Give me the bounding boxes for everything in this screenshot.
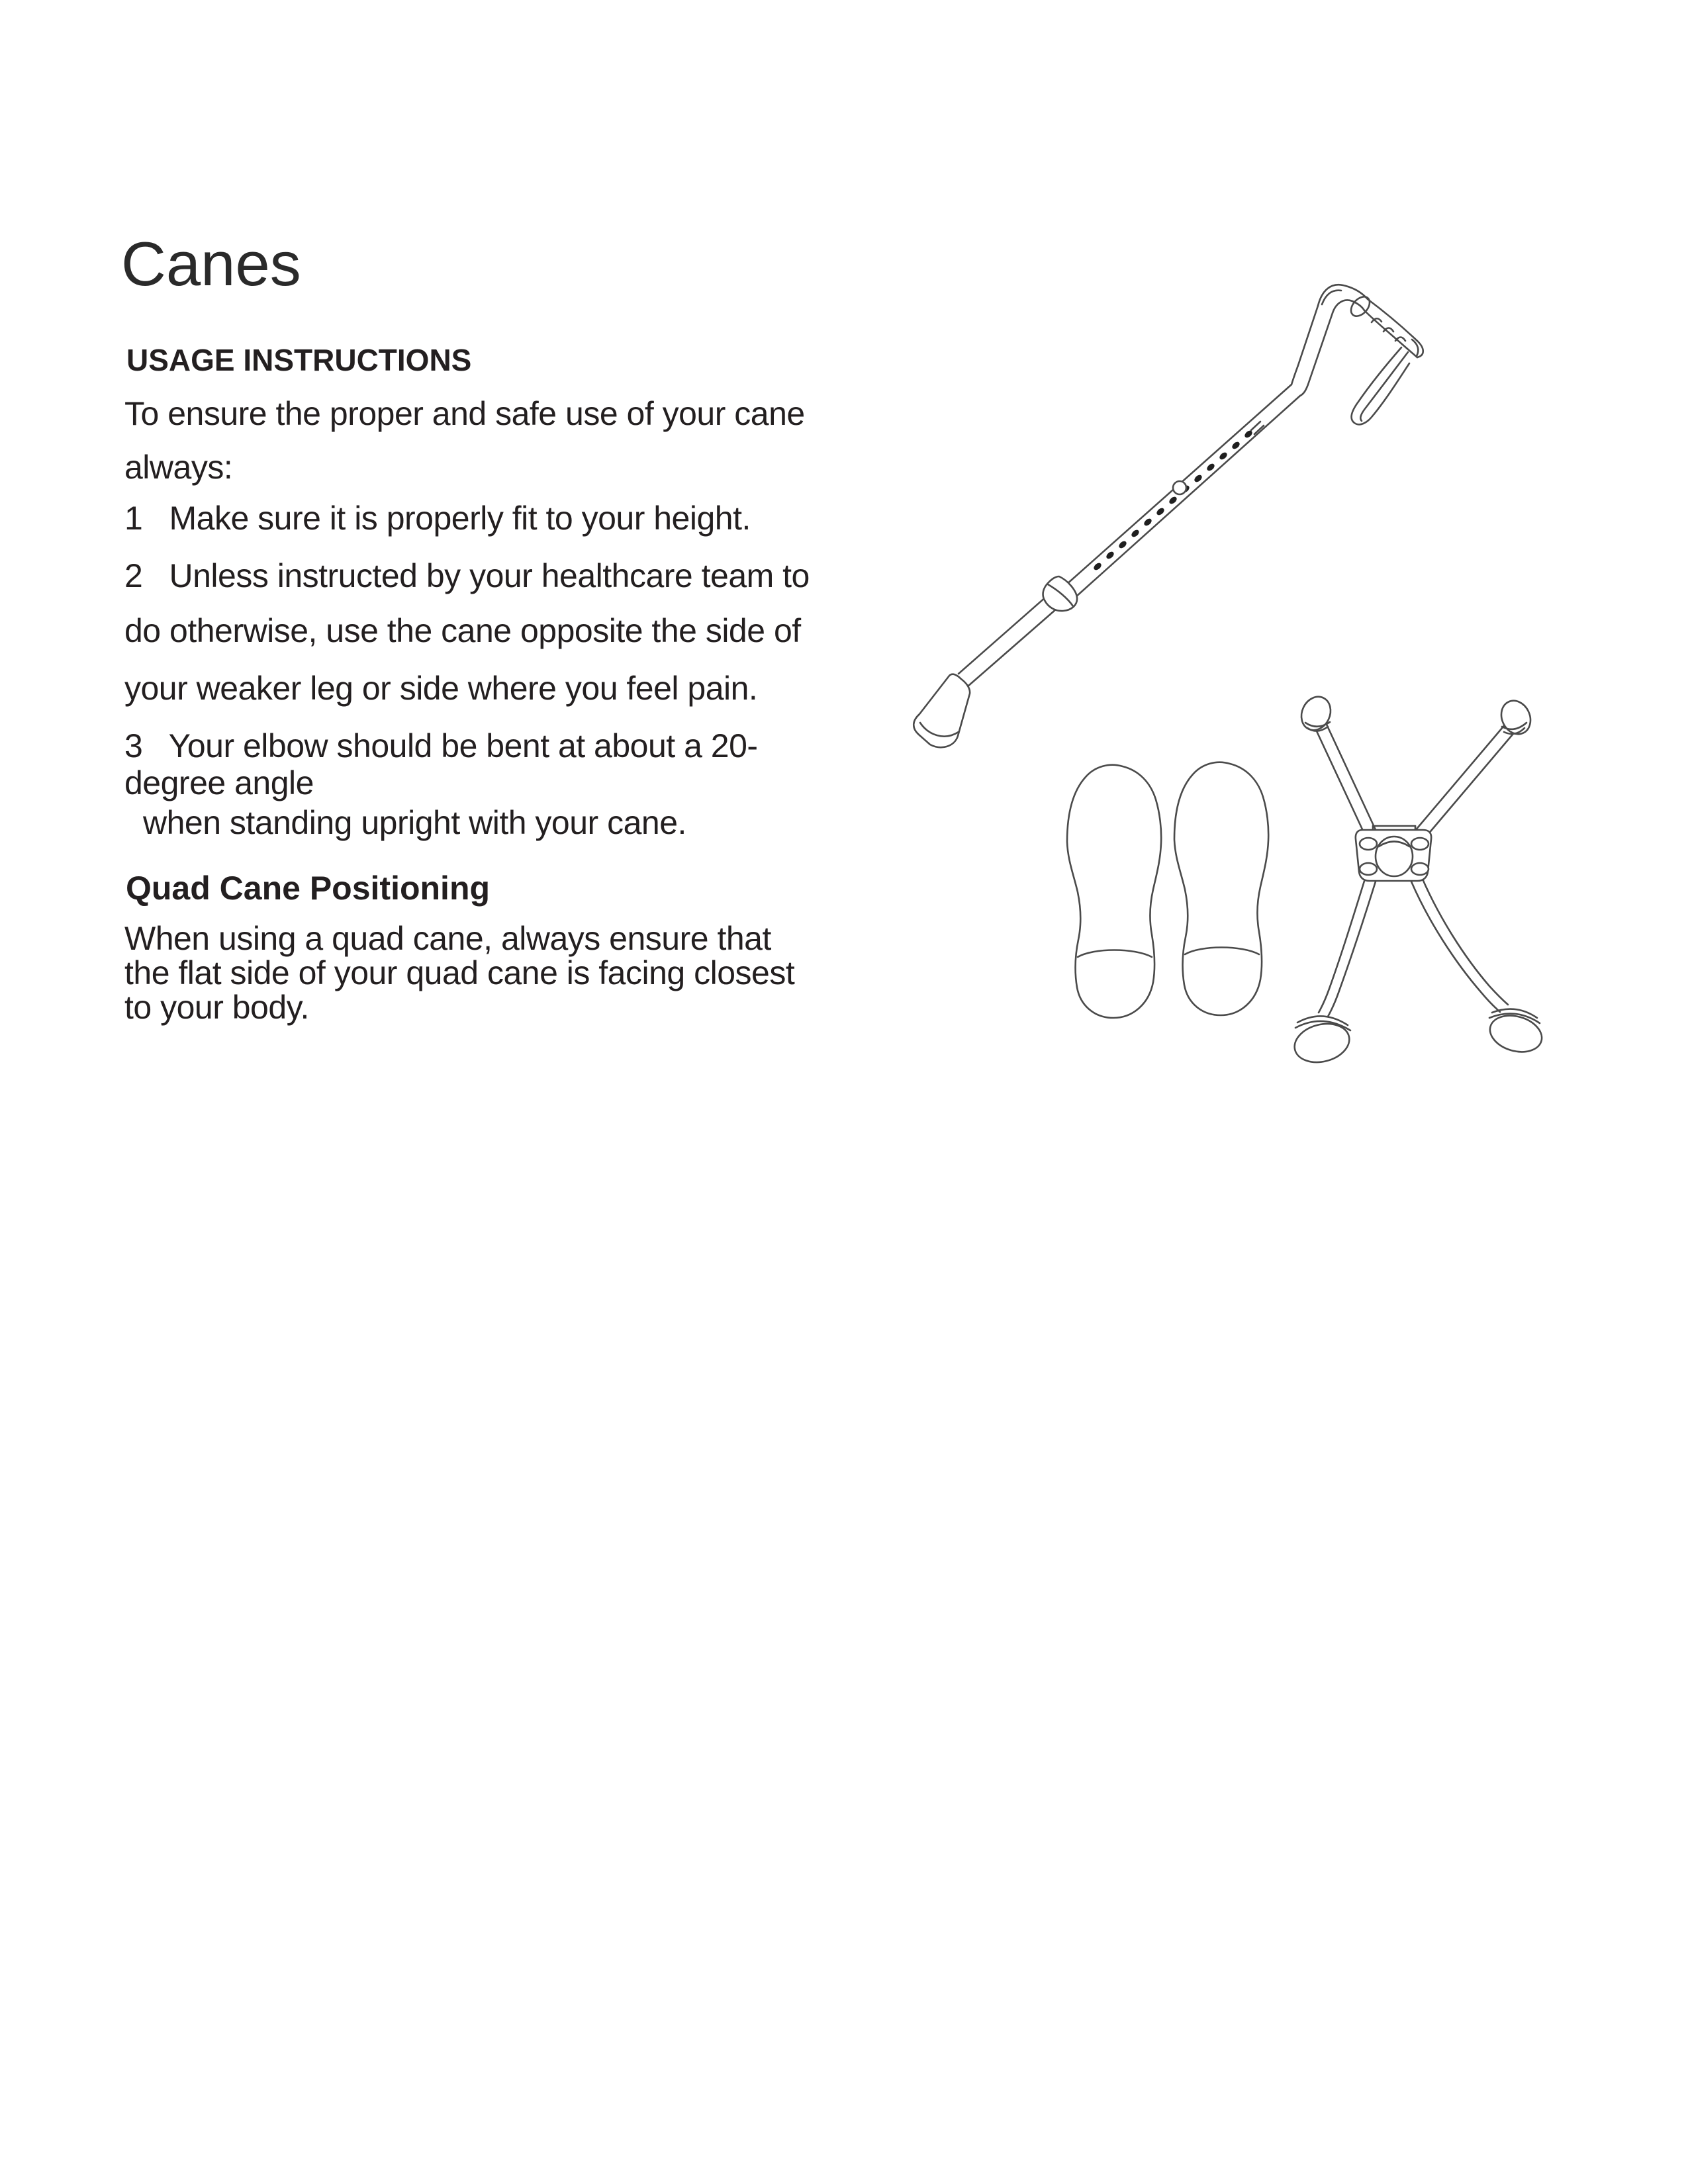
- instruction-line-2-cont: your weaker leg or side where you feel pain.: [124, 670, 758, 707]
- instruction-line-1: 1 Make sure it is properly fit to your height.: [124, 500, 751, 537]
- body-line: the flat side of your quad cane is facing closest: [124, 954, 795, 991]
- quad-cane-base-illustration: [1290, 692, 1546, 1068]
- instruction-line-2-cont: do otherwise, use the cane opposite the side of: [124, 612, 801, 649]
- cane-illustration: [914, 285, 1423, 747]
- section-heading-usage-instructions: USAGE INSTRUCTIONS: [126, 343, 472, 377]
- body-line: To ensure the proper and safe use of your cane: [124, 395, 805, 432]
- body-line: When using a quad cane, always ensure that: [124, 920, 771, 957]
- body-line: to your body.: [124, 989, 309, 1026]
- cane-adjustment-holes: [1092, 430, 1253, 572]
- page-title: Canes: [121, 229, 301, 298]
- footprints-illustration: [1067, 762, 1268, 1018]
- instruction-line-2: 2 Unless instructed by your healthcare team to: [124, 557, 810, 594]
- instruction-line-3-cont: degree angle: [124, 764, 314, 801]
- body-line: always:: [124, 449, 233, 486]
- instruction-line-3: 3 Your elbow should be bent at about a 20-: [124, 727, 758, 764]
- subsection-heading-quad-cane-positioning: Quad Cane Positioning: [126, 870, 491, 907]
- instruction-line-3-cont: when standing upright with your cane.: [143, 804, 686, 841]
